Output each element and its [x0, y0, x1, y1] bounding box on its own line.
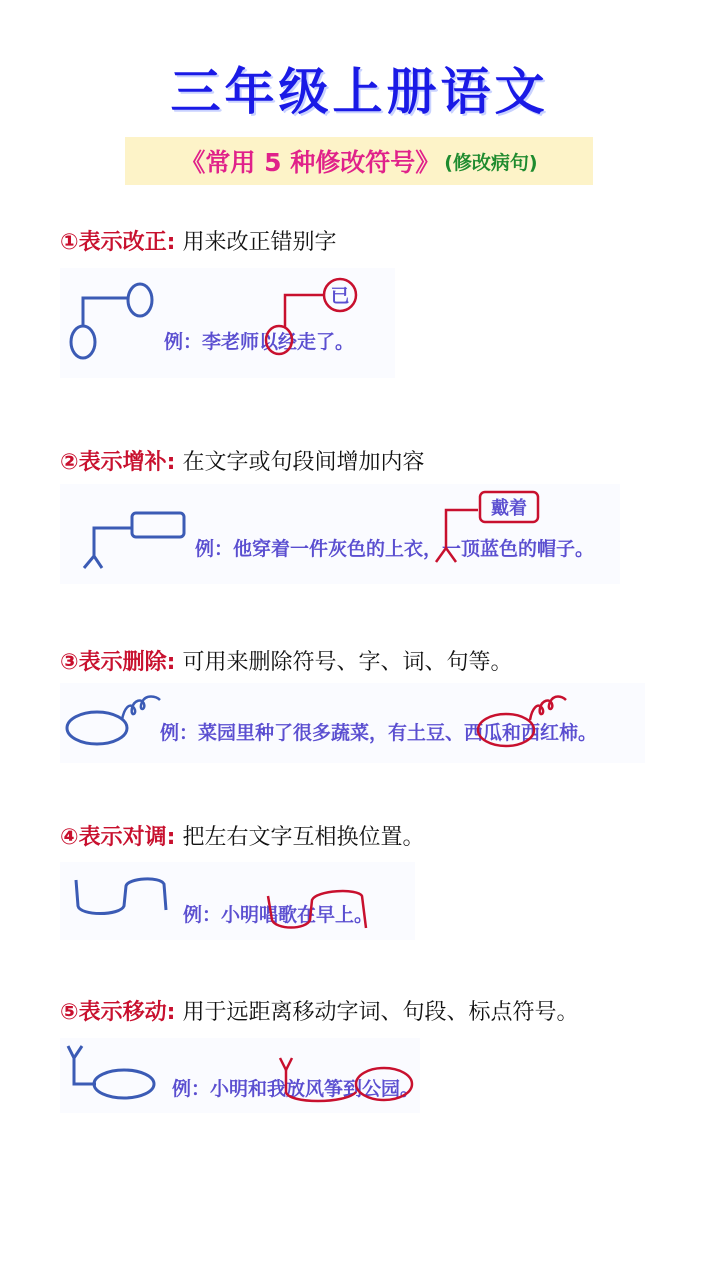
insertion-text: 戴着: [491, 498, 527, 519]
correction-text: 已: [330, 285, 350, 307]
section-2-example: 例：他穿着一件灰色的上衣，一顶蓝色的帽子。: [195, 538, 595, 560]
section-4-desc: 把左右文字互相换位置。: [182, 825, 425, 850]
section-5-desc: 用于远距离移动字词、句段、标点符号。: [182, 1000, 579, 1025]
section-3-lead: ③表示删除:: [60, 650, 176, 675]
section-5-heading: [60, 995, 578, 1026]
section-4-heading: [60, 820, 424, 851]
section-4-lead: ④表示对调:: [60, 825, 176, 850]
move-mark-icon: [276, 1052, 416, 1122]
subtitle-note: (修改病句): [444, 151, 538, 174]
section-3-example: 例：菜园里种了很多蔬菜，有土豆、西瓜和西红柿。: [160, 722, 598, 744]
section-5-example: 例：小明和我放风筝到公园。: [172, 1078, 420, 1100]
section-4-example: 例：小明唱歌在早上。: [183, 904, 374, 926]
section-3-desc: 可用来删除符号、字、词、句等。: [182, 650, 513, 675]
section-3-heading: [60, 645, 512, 676]
swap-mark-icon: [262, 882, 382, 942]
correction-symbol-icon: [62, 280, 222, 370]
section-1-example: 例：李老师以经走了。: [164, 331, 355, 353]
section-2-lead: ②表示增补:: [60, 450, 176, 475]
subtitle-main: 《常用 5 种修改符号》: [180, 148, 441, 177]
section-1-lead: ①表示改正:: [60, 230, 176, 255]
move-symbol-icon: [64, 1040, 164, 1110]
correction-mark-icon: [260, 270, 360, 360]
subtitle-banner: [125, 137, 593, 185]
swap-symbol-icon: [70, 872, 180, 922]
section-2-heading: [60, 445, 424, 476]
section-2-desc: 在文字或句段间增加内容: [182, 450, 425, 475]
insertion-symbol-icon: [80, 508, 210, 578]
insertion-mark-icon: [430, 490, 550, 570]
section-5-lead: ⑤表示移动:: [60, 1000, 176, 1025]
page-title: 三年级上册语文: [170, 63, 549, 121]
section-1-desc: 用来改正错别字: [182, 230, 337, 255]
deletion-mark-icon: [476, 690, 576, 750]
section-1-heading: [60, 225, 336, 256]
deletion-symbol-icon: [64, 690, 174, 750]
